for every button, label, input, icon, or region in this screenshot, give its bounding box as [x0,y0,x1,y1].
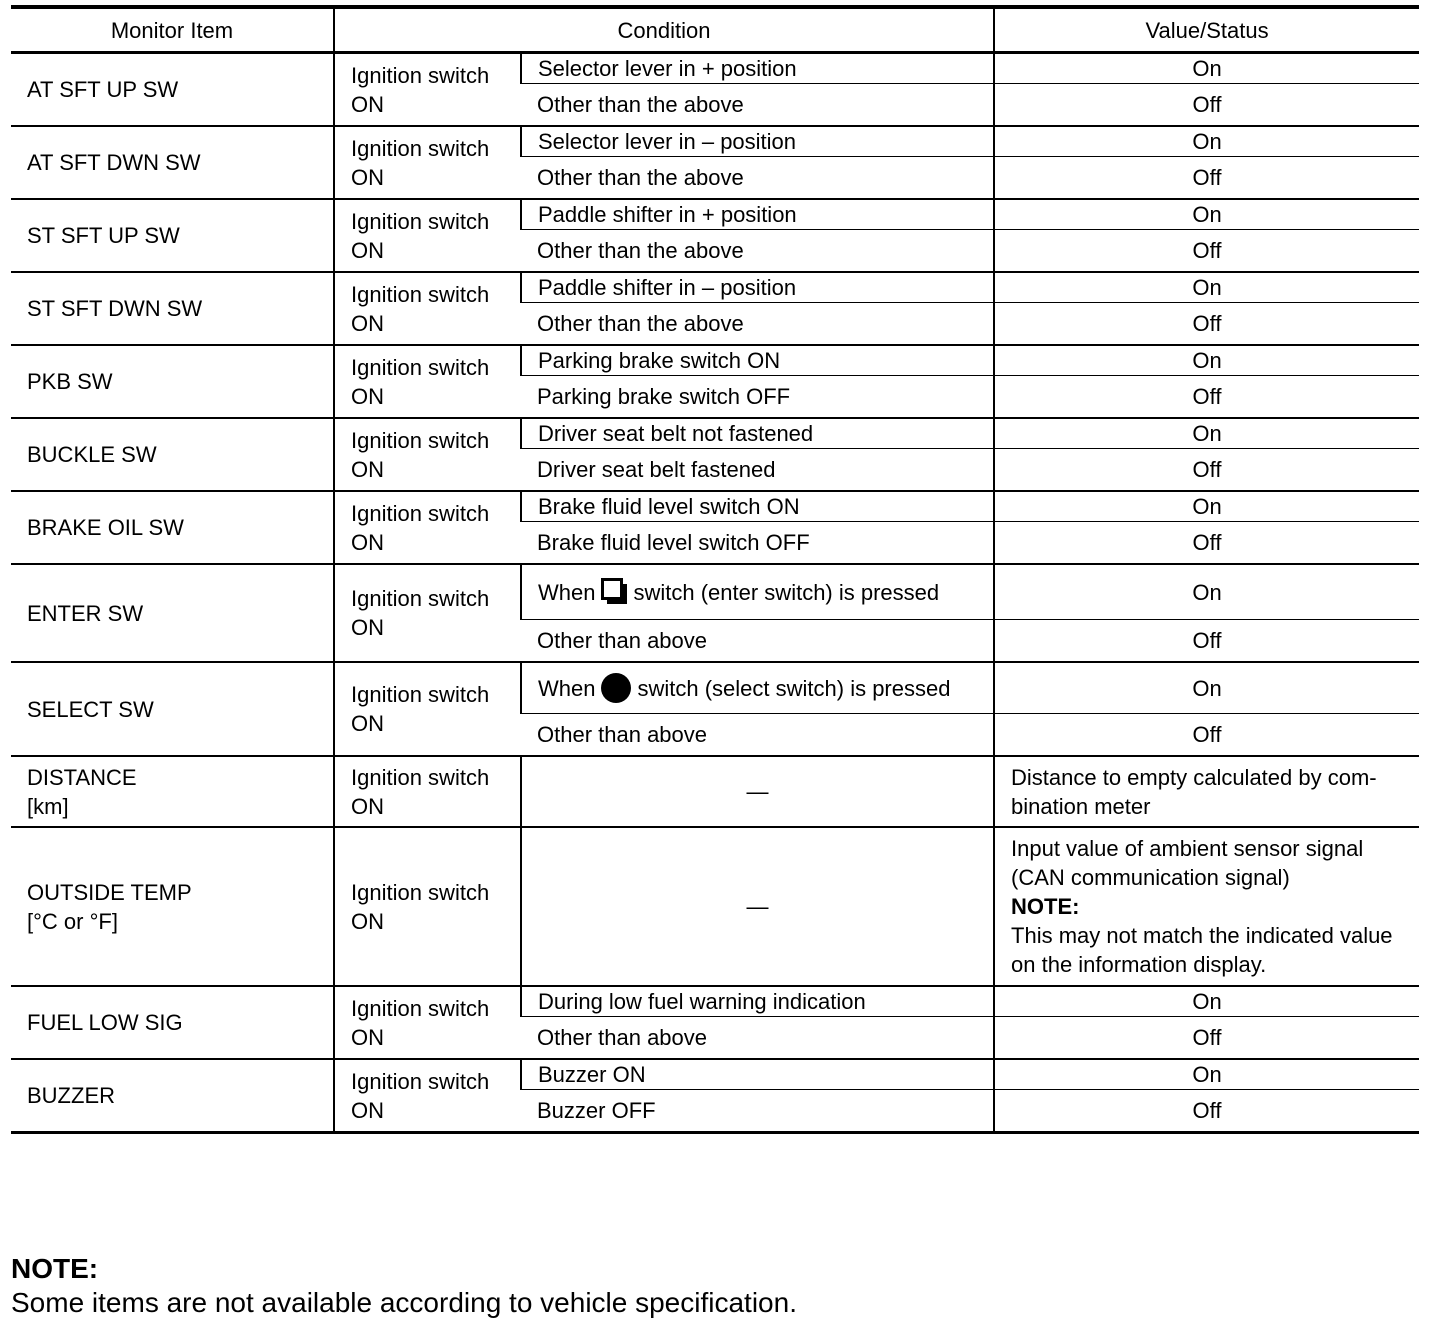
ignition-state: ON [351,615,384,640]
ignition-state: ON [351,164,384,190]
monitor-table [11,5,1419,1134]
condition-text: Brake fluid level switch ON [538,494,800,519]
value-cell [994,157,1419,200]
value-text: Distance to empty calculated by com- [1011,764,1377,790]
monitor-item-cell [11,827,334,986]
distance-row [11,756,1419,827]
ignition-state: ON [351,1024,384,1050]
condition-text: Parking brake switch OFF [537,384,791,409]
monitor-item-cell [11,418,334,491]
value-cell [994,272,1419,303]
condition-cell [521,756,994,827]
value-text: bination meter [1011,793,1151,819]
monitor-item-cell [11,199,334,272]
value-cell [994,564,1419,620]
value-text: On [1192,348,1222,373]
condition-text: Buzzer ON [538,1062,646,1087]
ignition-cell [334,272,521,345]
value-cell [994,126,1419,157]
value-cell [994,662,1419,714]
note-text: This may not match the indicated value [1011,923,1393,948]
monitor-item-label: OUTSIDE TEMP [27,879,192,905]
header-value-status: Value/Status [994,7,1419,53]
monitor-item-cell [11,564,334,662]
value-cell [994,199,1419,230]
condition-text: Other than the above [537,165,744,190]
value-cell [994,1017,1419,1060]
ignition-cell [334,756,521,827]
ignition-state: ON [351,310,384,336]
condition-cell [521,827,994,986]
value-text: On [1192,989,1222,1014]
value-cell [994,345,1419,376]
monitor-item-unit: [km] [27,793,69,819]
monitor-item-cell [11,345,334,418]
value-cell [994,522,1419,565]
condition-text: Selector lever in + position [538,56,797,81]
monitor-item-cell [11,662,334,756]
ignition-label: Ignition switch [351,995,490,1021]
ignition-cell [334,564,521,662]
monitor-item-label: ENTER SW [27,600,144,626]
condition-text: Other than the above [537,311,744,336]
value-cell [994,827,1419,986]
condition-text: Other than above [537,1025,708,1050]
value-text: On [1192,1062,1222,1087]
value-text: Off [1192,238,1222,263]
ignition-state: ON [351,793,384,819]
value-cell [994,620,1419,663]
dash-placeholder: — [746,779,769,804]
value-cell [994,1059,1419,1090]
ignition-label: Ignition switch [351,879,490,905]
condition-cell [521,564,994,620]
value-cell [994,303,1419,346]
ignition-state: ON [351,237,384,263]
ignition-label: Ignition switch [351,208,490,234]
condition-cell [521,418,994,449]
ignition-state: ON [351,91,384,117]
value-text: Off [1192,722,1222,747]
ignition-label: Ignition switch [351,1068,490,1094]
footer-note-text: Some items are not available according to vehicle specification. [11,1287,797,1318]
monitor-item-cell [11,756,334,827]
condition-text: Parking brake switch ON [538,348,781,373]
value-text: On [1192,129,1222,154]
condition-cell [521,157,994,200]
condition-text: Selector lever in – position [538,129,797,154]
value-cell [994,84,1419,127]
ignition-label: Ignition switch [351,500,490,526]
monitor-item-cell [11,126,334,199]
value-cell [994,230,1419,273]
value-text: On [1192,579,1222,605]
value-text: Off [1192,311,1222,336]
value-cell [994,756,1419,827]
ignition-state: ON [351,383,384,409]
value-text: On [1192,421,1222,446]
monitor-item-cell [11,272,334,345]
value-text: Off [1192,1098,1222,1123]
ignition-cell [334,986,521,1059]
monitor-item-label: ST SFT UP SW [27,223,180,248]
value-text: On [1192,275,1222,300]
value-text: Off [1192,628,1222,653]
outside-temp-row [11,827,1419,986]
condition-suffix: switch (enter switch) is pressed [633,579,940,605]
condition-text: Paddle shifter in – position [538,275,797,300]
monitor-item-cell [11,1059,334,1133]
ignition-label: Ignition switch [351,135,490,161]
value-text: Off [1192,530,1222,555]
condition-text: Other than the above [537,92,744,117]
value-cell [994,491,1419,522]
condition-cell [521,345,994,376]
monitor-item-cell [11,491,334,564]
condition-prefix: When [538,676,596,701]
condition-text: Brake fluid level switch OFF [537,530,810,555]
monitor-item-label: BRAKE OIL SW [27,515,184,540]
ignition-state: ON [351,456,384,482]
ignition-state: ON [351,529,384,555]
value-text: On [1192,675,1222,701]
condition-cell [521,449,994,492]
condition-prefix: When [538,579,596,605]
value-text: Off [1192,384,1222,409]
condition-text: Buzzer OFF [537,1098,656,1123]
value-text: On [1192,202,1222,227]
condition-cell [521,662,994,714]
ignition-label: Ignition switch [351,281,490,307]
enter-square-icon [601,578,627,604]
header-row [11,7,1419,53]
monitor-item-label: SELECT SW [27,696,154,722]
value-cell [994,1090,1419,1133]
condition-text: Other than the above [537,238,744,263]
monitor-item-label: FUEL LOW SIG [27,1010,183,1035]
condition-cell [521,986,994,1017]
ignition-cell [334,827,521,986]
monitor-item-unit: [°C or °F] [27,908,118,934]
condition-text: Other than above [537,722,708,747]
ignition-cell [334,662,521,756]
condition-text: Driver seat belt not fastened [538,421,814,446]
monitor-item-cell [11,53,334,127]
monitor-item-cell [11,986,334,1059]
value-text: Off [1192,165,1222,190]
monitor-item-label: BUZZER [27,1083,115,1108]
value-text: On [1192,494,1222,519]
header-monitor-item: Monitor Item [11,7,334,53]
ignition-state: ON [351,711,384,736]
condition-cell [521,53,994,84]
value-cell [994,986,1419,1017]
ignition-label: Ignition switch [351,682,490,707]
footer-note-title: NOTE: [11,1253,99,1284]
condition-cell [521,1090,994,1133]
ignition-cell [334,1059,521,1133]
ignition-label: Ignition switch [351,354,490,380]
value-text: Off [1192,92,1222,117]
condition-text: Driver seat belt fastened [537,457,776,482]
monitor-item-label: ST SFT DWN SW [27,296,203,321]
monitor-item-label: BUCKLE SW [27,442,157,467]
condition-cell [521,272,994,303]
condition-cell [521,376,994,419]
note-text: on the information display. [1011,952,1267,977]
ignition-label: Ignition switch [351,427,490,453]
condition-cell [521,84,994,127]
value-text: (CAN communication signal) [1011,865,1290,890]
value-cell [994,714,1419,757]
monitor-item-label: DISTANCE [27,764,137,790]
condition-suffix: switch (select switch) is pressed [637,676,951,701]
value-cell [994,449,1419,492]
ignition-cell [334,418,521,491]
ignition-label: Ignition switch [351,764,490,790]
condition-cell [521,714,994,757]
value-text: Off [1192,457,1222,482]
condition-cell [521,1017,994,1060]
ignition-label: Ignition switch [351,62,490,88]
value-text: Off [1192,1025,1222,1050]
condition-cell [521,522,994,565]
condition-text: During low fuel warning indication [538,989,866,1014]
condition-cell [521,620,994,663]
value-text: Input value of ambient sensor signal [1011,836,1364,861]
select-dot-icon [601,673,631,703]
value-cell [994,53,1419,84]
monitor-item-label: AT SFT DWN SW [27,150,201,175]
header-condition: Condition [334,7,994,53]
footer-note [11,1252,797,1320]
ignition-label: Ignition switch [351,586,490,611]
value-cell [994,418,1419,449]
monitor-item-label: PKB SW [27,369,113,394]
ignition-state: ON [351,1097,384,1123]
condition-cell [521,230,994,273]
condition-text: Paddle shifter in + position [538,202,797,227]
dash-placeholder: — [746,894,769,919]
condition-text: Other than above [537,628,708,653]
condition-cell [521,1059,994,1090]
value-text: On [1192,56,1222,81]
value-cell [994,376,1419,419]
condition-cell [521,199,994,230]
ignition-cell [334,126,521,199]
note-label: NOTE: [1011,894,1080,919]
ignition-cell [334,345,521,418]
condition-cell [521,303,994,346]
ignition-cell [334,491,521,564]
condition-cell [521,126,994,157]
ignition-cell [334,53,521,127]
ignition-state: ON [351,908,384,934]
ignition-cell [334,199,521,272]
monitor-item-label: AT SFT UP SW [27,77,179,102]
condition-cell [521,491,994,522]
